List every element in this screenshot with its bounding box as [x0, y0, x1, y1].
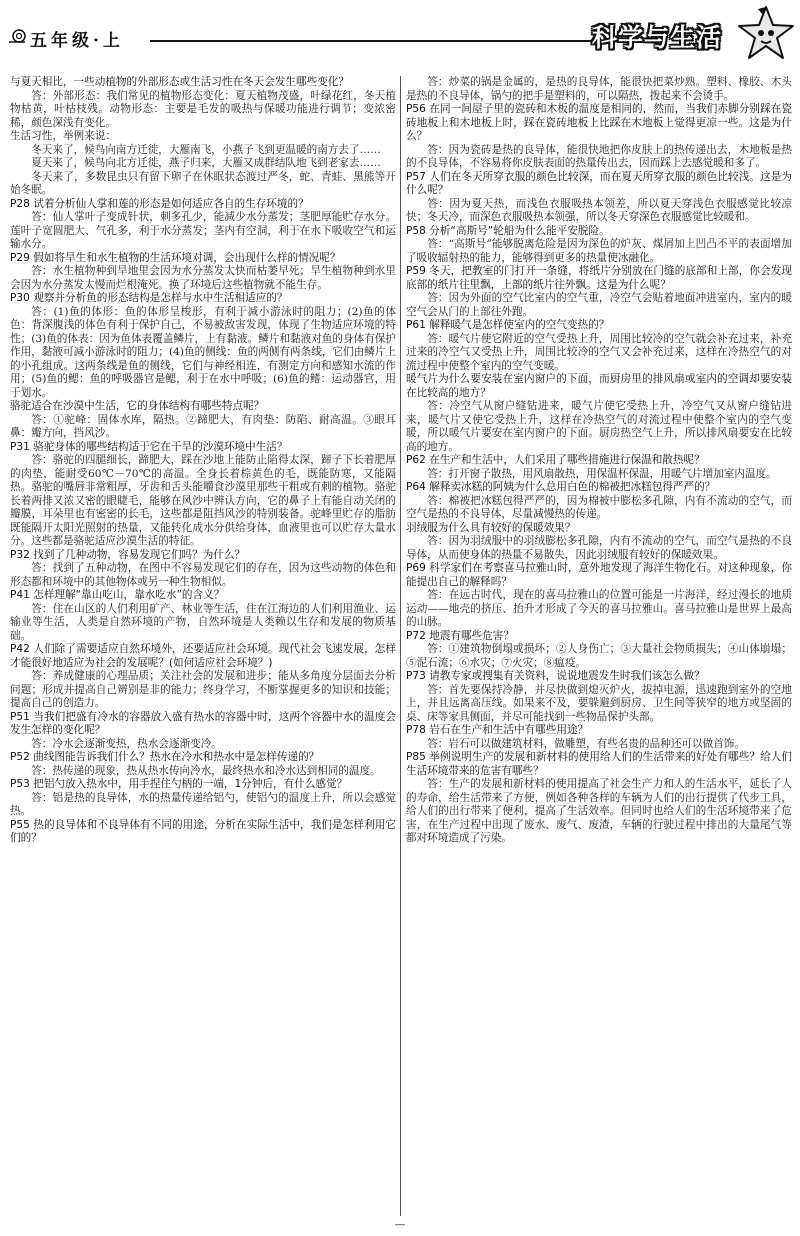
star-mascot-icon — [736, 4, 796, 62]
question-text: P31 骆驼身体的哪些结构适于它在干旱的沙漠环境中生活？ — [10, 440, 288, 453]
question-text: P61 解释暖气是怎样使室内的空气变热的？ — [406, 319, 610, 331]
answer-text: 答：①驼峰：固体水库，隔热。②蹄肥大，有肉垫：防陷、耐高温。③眼耳鼻：瓣方向，挡风沙。 — [10, 413, 396, 439]
answer-text: 答：岩石可以做建筑材料，做雕塑，有些名贵的品种还可以做首饰。 — [427, 737, 745, 750]
body-paragraph: 冬天来了，多数昆虫只有留下卵子在休眠状态渡过严冬，蛇、青蛙、黑熊等开始冬眠。 — [10, 170, 396, 196]
answer-text: 答：生产的发展和新材料的使用提高了社会生产力和人的生活水平，延长了人的寿命，给生活带来了方便，例如各种各样的车辆为人们的出行提供了代步工具，给人们的出行带来了便利，提高了生活效率。但同时也给人们的生活环境带来了危害，在生产过程中出现了废水、废气、废渣，车辆的行驶过程中排出的大量尾气等都对环境造成了污染。 — [406, 778, 792, 844]
answer-text: 答：水生植物种到旱地里会因为水分蒸发太快而枯萎早死；旱生植物种到水里会因为水分蒸发太慢而烂根淹死。换了环境后这些植物就不能生存。 — [10, 265, 396, 291]
answer-text: 答：①建筑物倒塌或损坏；②人身伤亡；③大量社会物质损失；④山体崩塌；⑤泥石流；⑥水灾；⑦火灾；⑧瘟疫。 — [406, 643, 792, 669]
body-paragraph: 夏天来了，候鸟向北方迁徙，燕子归来，大雁又成群结队地飞到老家去…… — [31, 157, 381, 169]
answer-text: 答：暖气片使它附近的空气受热上升，周围比较冷的空气就会补充过来，补充过来的冷空气又受热上升，周围比较冷的空气又会补充过来，这样在冷热空气的对流过程中使整个室内的空气变暖。 — [406, 332, 792, 372]
question-text: P62 在生产和生活中，人们采用了哪些措施进行保温和散热呢？ — [406, 454, 705, 466]
question-text: 与夏天相比，一些动植物的外部形态或生活习性在冬天会发生哪些变化？ — [10, 76, 349, 88]
question-text: 骆驼适合在沙漠中生活，它的身体结构有哪些特点呢？ — [10, 400, 265, 412]
content-columns — [10, 76, 790, 1216]
answer-text: 答：住在山区的人们利用矿产、林业等生活，住在江海边的人们利用渔业、运输业等生活，人类是自然环境的产物，自然环境是人类赖以生存和发展的物质基础。 — [10, 602, 396, 642]
answer-text: 答：打开窗子散热，用风扇散热，用保温杯保温，用暖气片增加室内温度。 — [427, 467, 777, 480]
page-footer-mark: — — [394, 1218, 406, 1231]
answer-text: 答：因为瓷砖是热的良导体，能很快地把你皮肤上的热传递出去，木地板是热的不良导体，不容易将你皮肤表面的热量传出去，因而踩上去感觉暖和多了。 — [406, 143, 792, 169]
page-header — [0, 0, 800, 70]
question-text: P85 举例说明生产的发展和新材料的使用给人们的生活带来的好处有哪些？给人们生活环境带来的危害有哪些？ — [406, 751, 792, 777]
answer-text: 答：外部形态：我们常见的植物形态变化：夏天植物茂盛，叶绿花红，冬天植物枯黄，叶枯枝残。动物形态：主要是毛发的吸热与保暖功能进行调节；变浓密稀，颜色深浅有变化。 — [10, 89, 396, 129]
question-text: P32 找到了几种动物，容易发现它们吗？为什么？ — [10, 548, 246, 561]
answer-text: 答：养成健康的心理品质；关注社会的发展和进步；能从多角度分层面去分析问题；形成并提高自己辨别是非的能力；终身学习，不断掌握更多的知识和技能；提高自己的创造力。 — [10, 670, 396, 709]
question-text: P59 冬天，把教室的门打开一条缝，将纸片分别放在门缝的底部和上部，你会发现底部的纸片往里飘，上部的纸片往外飘。这是为什么呢？ — [406, 265, 792, 291]
answer-text: 答：因为夏天热，而浅色衣服吸热本领差，所以夏天穿浅色衣服感觉比较凉快；冬天冷，而深色衣服吸热本领强，所以冬天穿深色衣服感觉比较暖和。 — [406, 197, 792, 223]
column-divider — [400, 76, 401, 1216]
answer-text: 答：“高斯号”能够脱离危险是因为深色的炉灰、煤屑加上凹凸不平的表面增加了吸收辐射热的能力，能够得到更多的热量使冰融化。 — [406, 238, 792, 264]
answer-text: 答：仙人掌叶子变成针状，刺多孔少，能减少水分蒸发；茎肥厚能贮存水分。莲叶子宽圆肥大、气孔多，利于水分蒸发；茎内有空洞，利于在水下吸收空气和运输水分。 — [10, 211, 396, 250]
question-text: P78 岩石在生产和生活中有哪些用途？ — [406, 724, 589, 736]
answer-text: 答：炒菜的锅是金属的，是热的良导体，能很快把菜炒熟。塑料、橡胶、木头是热的不良导体，锅勺的把手是塑料的，可以隔热，拨起来不会烫手。 — [406, 76, 792, 102]
page-title: 科学与生活 — [592, 23, 723, 52]
question-text: P42 人们除了需要适应自然环境外，还要适应社会环境。现代社会飞速发展，怎样才能很好地适应为社会的发展呢？(如何适应社会环境？) — [10, 643, 396, 669]
question-text: P41 怎样理解“靠山吃山，靠水吃水”的含义？ — [10, 589, 225, 601]
section-label: 生活习性，举例来说： — [10, 130, 116, 142]
answer-text: 答：骆驼的四腿细长，蹄肥大，踩在沙地上能防止陷得太深，蹄子下长着肥厚的肉垫，能耐受60℃－70℃的高温。全身长着棕黄色的毛，既能防寒，又能隔热。骆驼的嘴唇非常粗厚，牙齿和舌头能嚼食沙漠里那些干粗或有刺的植物。骆驼长着两排又浓又密的眼睫毛，能够在风沙中辨认方向，它的鼻子上有能自动关闭的瓣膜，耳朵里也有密密的长毛，这些都是阻挡风沙的特别装备。驼峰里贮存的脂肪既能隔开太阳光照射的热量，又能转化成水分供给身体，血液里也可以贮存大量水分。这些都是骆驼适应沙漠生活的特征。 — [10, 454, 396, 547]
body-paragraph: 冬天来了，候鸟向南方迁徙，大雁南飞，小燕子飞到更温暖的南方去了…… — [31, 143, 381, 156]
answer-text: 答：首先要保持冷静，并尽快做到熄灭炉火，拔掉电源，迅速跑到室外的空地上，并且远离高压线。如果来不及，要躲避到厨房、卫生间等狭窄的地方或坚固的桌、床等家具侧面，并尽可能找到一些物品保护头部。 — [406, 683, 792, 723]
header-rule — [150, 40, 595, 42]
left-column — [10, 76, 396, 1216]
question-text: P52 曲线图能告诉我们什么？热水在冷水和热水中是怎样传递的？ — [10, 751, 320, 763]
question-text: P64 解释卖冰糕的阿姨为什么总用白色的棉被把冰糕包得严严的？ — [406, 481, 716, 493]
right-column — [406, 76, 792, 1216]
snail-icon — [8, 28, 28, 44]
question-text: P55 热的良导体和不良导体有不同的用途，分析在实际生活中，我们是怎样利用它们的？ — [10, 818, 396, 844]
answer-text: 答：冷空气从窗户缝钻进来，暖气片使它受热上升，冷空气又从窗户缝钻进来，暖气片又使它受热上升，这样在冷热空气的对流过程中使整个室内的空气变暖，所以暖气片要安在室内窗户的下面。厨房热空气上升，所以排风扇要安在比较高的地方。 — [406, 400, 792, 453]
question-text: P58 分析“高斯号”轮船为什么能平安脱险。 — [406, 224, 610, 237]
question-text: P57 人们在冬天所穿衣服的颜色比较深，而在夏天所穿衣服的颜色比较浅。这是为什么呢？ — [406, 170, 792, 196]
answer-text: 答：在远古时代，现在的喜马拉雅山的位置可能是一片海洋，经过漫长的地质运动——地壳的挤压、抬升才形成了今天的喜马拉雅山。喜马拉雅山是世界上最高的山脉。 — [406, 589, 792, 628]
question-text: P73 请教专家或搜集有关资料，说说地震发生时我们该怎么做？ — [406, 670, 705, 682]
question-text: P29 假如将旱生和水生植物的生活环境对调，会出现什么样的情况呢？ — [10, 251, 341, 264]
question-text: P72 地震有哪些危害？ — [406, 629, 514, 642]
question-text: 羽绒服为什么具有较好的保暖效果？ — [406, 521, 576, 534]
question-text: P53 把铝勺放入热水中，用手捏住勺柄的一端，1分钟后，有什么感觉？ — [10, 778, 348, 790]
question-text: 暖气片为什么要安装在室内窗户的下面，而厨房里的排风扇或室内的空调却要安装在比较高的地方？ — [406, 373, 792, 399]
question-text: P28 试着分析仙人掌和莲的形态是如何适应各自的生存环境的？ — [10, 197, 309, 210]
question-text: P51 当我们把盛有冷水的容器放入盛有热水的容器中时，这两个容器中水的温度会发生怎样的变化呢？ — [10, 710, 396, 736]
answer-text: 答：因为羽绒服中的羽绒膨松多孔隙，内有不流动的空气，而空气是热的不良导体，从而使身体的热量不易散失，因此羽绒服有较好的保暖效果。 — [406, 535, 792, 561]
answer-text: 答：铝是热的良导体，水的热量传递给铝勺，使铝勺的温度上升，所以会感觉热。 — [10, 791, 396, 817]
answer-text: 答：找到了五种动物，在图中不容易发现它们的存在，因为这些动物的体色和形态都和环境中的其他物体或另一种生物相似。 — [10, 562, 396, 588]
answer-text: 答：(1)鱼的体形：鱼的体形呈梭形，有利于减小游泳时的阻力；(2)鱼的体色：背深腹浅的体色有利于保护自己，不易被敌害发现，体现了生物适应环境的特性；(3)鱼的体表：因为鱼体表覆盖鳞片，上有黏液。鳞片和黏液对鱼的身体有保护作用，黏液可减小游泳时的阻力；(4)鱼的侧线：鱼的两侧有两条线，它们由鳞片上的小孔组成。这两条线是鱼的侧线，它们与神经相连，有测定方向和感知水流的作用；(5)鱼的鳃：鱼的呼吸器官是鳃，利于在水中呼吸；(6)鱼的鳍：运动器官，用于划水。 — [10, 305, 396, 399]
answer-text: 答：因为外面的空气比室内的空气重，冷空气会贴着地面冲进室内，室内的暖空气会从门的上部往外跑。 — [406, 292, 792, 318]
grade-label: 五年级·上 — [30, 31, 124, 51]
question-text: P56 在同一间屋子里的瓷砖和木板的温度是相同的，然而，当我们赤脚分别踩在瓷砖地板上和木地板上时，踩在瓷砖地板上比踩在木地板上觉得更凉一些。这是为什么？ — [406, 103, 792, 142]
answer-text: 答：冷水会逐渐变热，热水会逐渐变冷。 — [31, 737, 222, 750]
answer-text: 答：棉被把冰糕包得严严的，因为棉被中膨松多孔隙，内有不流动的空气，而空气是热的不良导体，尽量减慢热的传递。 — [406, 494, 792, 520]
question-text: P69 科学家们在考察喜马拉雅山时，意外地发现了海洋生物化石。对这种现象，你能提出自己的解释吗？ — [406, 562, 792, 588]
answer-text: 答：热传递的现象，热从热水传向冷水，最终热水和冷水达到相同的温度。 — [31, 764, 381, 777]
question-text: P30 观察并分析鱼的形态结构是怎样与水中生活相适应的？ — [10, 292, 288, 304]
